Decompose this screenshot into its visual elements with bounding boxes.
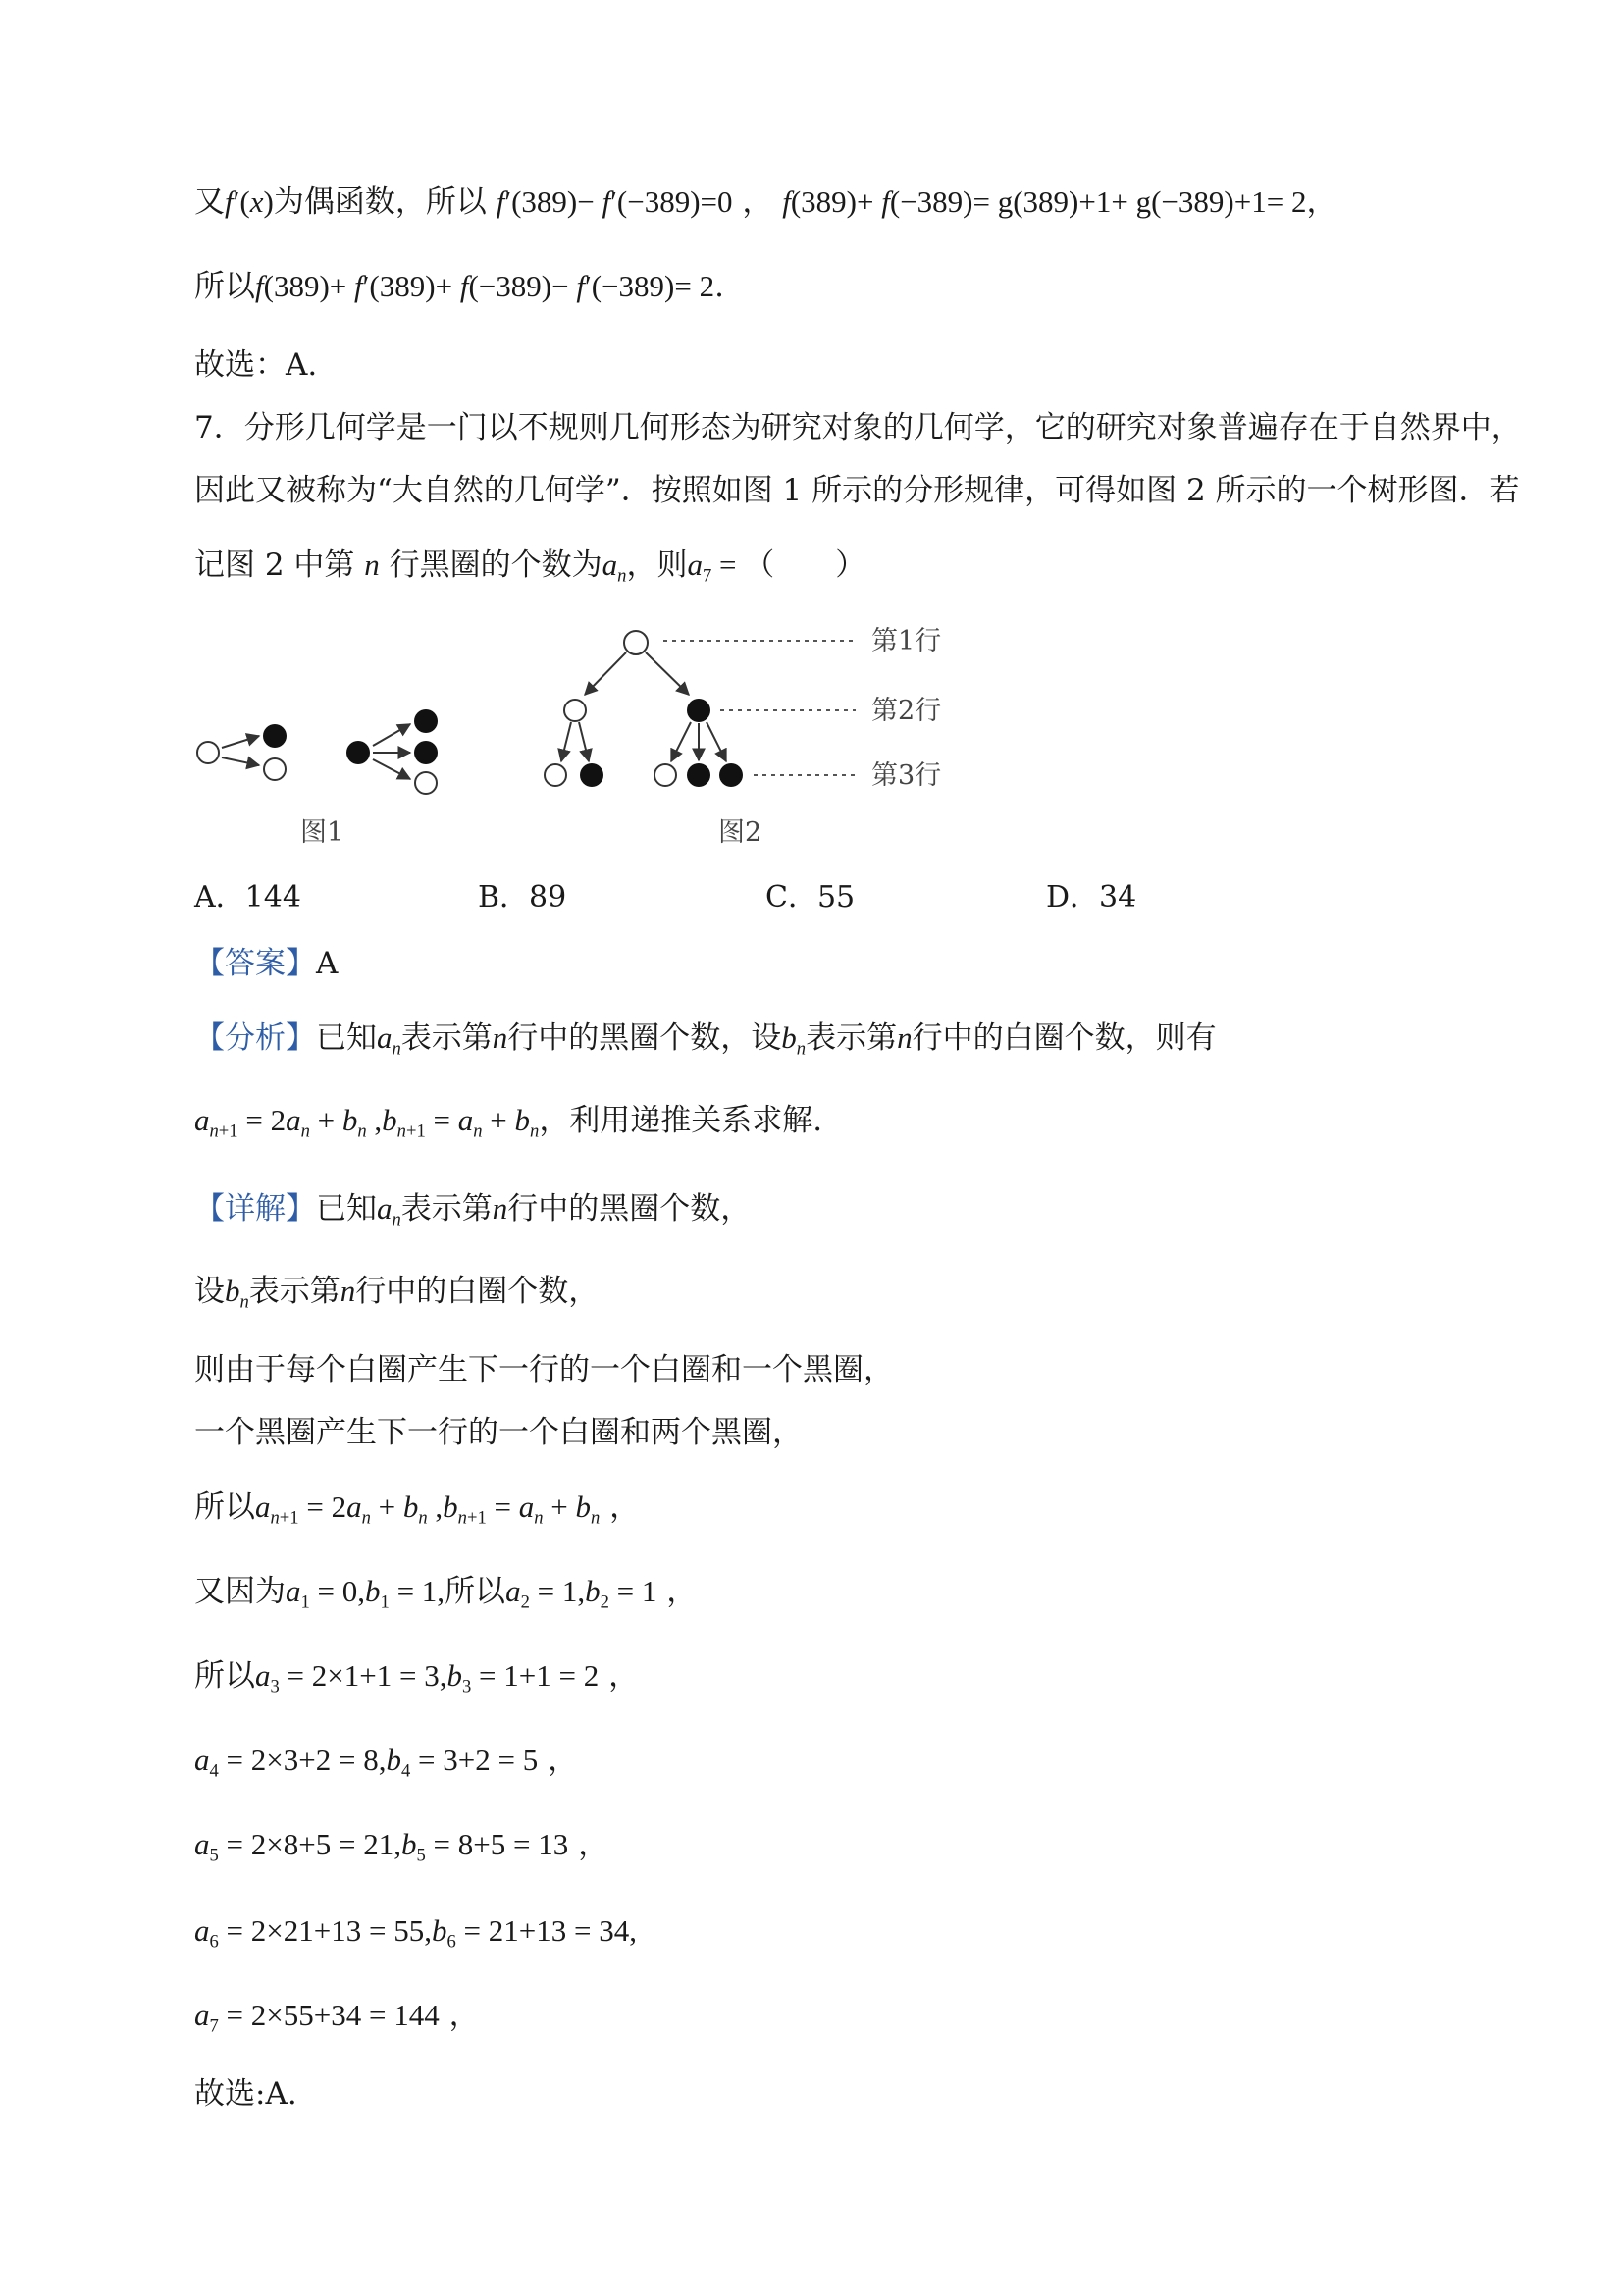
text-segment: 行中的白圈个数，则有 [912,1020,1217,1056]
detail-line-10 [194,1911,637,1951]
black-circle [346,741,370,764]
answer-line [194,944,338,983]
figure-1 [197,709,438,848]
detail-line-11: $a_7 = 2\times 55+34 = 144$ ， [194,1998,480,2037]
step-5-formula: $a_5 = 2\times 8+5 = 21,b_5 = 8+5 = 13$ [194,1827,569,1866]
equation-total: f(389)+ f′(389)+ f(−389)− f′(−389)= 2 [255,269,715,303]
text-segment: （ ） [744,548,866,583]
choice-line-1: 故选：A. [194,347,318,383]
step-4-formula: $a_4 = 2\times 3+2 = 8,b_4 = 3+2 = 5$ [194,1743,539,1782]
text-segment: 所以 [194,1489,255,1525]
white-circle [545,764,566,786]
figure-2 [545,626,941,848]
figure-2-caption: 图2 [718,817,762,848]
proof-line-1: 又f′(x)为偶函数，所以 f′(389)− f′(−389)=0 ， f(389)+ f(−389)= g(389)+1+ g(−389)+1= 2， [194,184,1337,220]
detail-line-1: 【详解】已知$a_n$表示第n行中的黑圈个数， [194,1191,752,1230]
detail-line-4: 一个黑圈产生下一行的一个白圈和两个黑圈， [194,1415,803,1450]
white-circle [564,700,586,721]
recurrence-formula: $a_{n+1} = 2a_n + b_n$ $,b_{n+1} = a_n + b_n$ [255,1489,601,1529]
final-choice: 故选:A. [194,2076,297,2112]
detail-line-6: 又因为$a_1 = 0,b_1 = 1$,所以$a_2 = 1,b_2 = 1$ ， [194,1574,698,1613]
detail-line-3: 则由于每个白圈产生下一行的一个白圈和一个黑圈， [194,1352,894,1387]
step-6-formula: $a_6 = 2\times 21+13 = 55,b_6 = 21+13 = 34$, [194,1913,637,1953]
answer-tag: 【答案】 [194,946,316,981]
text-segment: 表示第 [400,1191,493,1226]
black-circle [687,699,710,722]
step-3-formula: $a_3 = 2\times 1+1 = 3,b_3 = 1+1 = 2$ [255,1658,600,1697]
choice-c: C．55 [765,880,856,914]
text-segment: ，利用递推关系求解. [539,1103,823,1138]
choice-a: A．144 [194,880,301,914]
figure-1-caption: 图1 [300,817,344,848]
white-circle [415,772,437,794]
text-segment: 设 [194,1274,225,1309]
white-circle [264,758,286,780]
detail-line-9: $a_5 = 2\times 8+5 = 21,b_5 = 8+5 = 13$ ， [194,1827,609,1866]
black-circle [263,724,287,748]
black-circle [414,709,438,733]
equation-fprime-pair: f′(389)− f′(−389)=0 [496,184,733,219]
choice-d: D．34 [1046,880,1137,914]
text-segment: 记图 2 中第 [194,548,355,583]
analysis-line-2 [194,1101,822,1140]
text-segment: 表示第 [400,1020,493,1056]
black-circle [687,763,710,787]
text-segment: 又 [194,184,225,220]
text-segment: 行中的黑圈个数， [507,1191,752,1226]
white-circle [654,764,676,786]
text-segment: 为偶函数，所以 [273,184,487,220]
black-circle [580,763,603,787]
detail-line-2: 设$b_n$表示第n行中的白圈个数， [194,1274,600,1313]
white-circle [624,631,648,654]
proof-line-2: 所以f(389)+ f′(389)+ f(−389)− f′(−389)= 2. [194,269,724,304]
text-segment: 表示第 [248,1274,340,1309]
text-segment: 行中的白圈个数， [355,1274,600,1309]
black-circle [719,763,743,787]
question-line-3: 记图 2 中第 n 行黑圈的个数为$a_n$，则$a_7$ = （ ） [194,548,866,587]
text-segment: 所以 [445,1574,506,1609]
white-circle [197,742,219,763]
row-3-label: 第3行 [871,760,942,791]
recurrence-formula: $a_{n+1} = 2a_n + b_n$ $,b_{n+1} = a_n + b_n$ [194,1103,540,1142]
step-7-formula: $a_7 = 2\times 55+34 = 144$ [194,1998,440,2037]
detail-line-8: $a_4 = 2\times 3+2 = 8,b_4 = 3+2 = 5$ ， [194,1743,579,1782]
text-segment: 已知 [316,1191,377,1226]
analysis-tag: 【分析】 [194,1020,316,1056]
detail-line-5: 所以$a_{n+1} = 2a_n + b_n$ $,b_{n+1} = a_n + b_n$ ， [194,1489,641,1529]
question-line-2: 因此又被称为“大自然的几何学”．按照如图 1 所示的分形规律，可得如图 2 所示的一个树形图．若 [194,473,1520,508]
equation-sum-pair: f(389)+ f(−389)= g(389)+1+ g(−389)+1= 2 [782,184,1307,219]
row-1-label: 第1行 [871,626,942,656]
question-line-1: 7．分形几何学是一门以不规则几何形态为研究对象的几何学，它的研究对象普遍存在于自然界中， [194,410,1522,445]
detail-line-7: 所以$a_3 = 2\times 1+1 = 3,b_3 = 1+1 = 2$ ， [194,1658,640,1697]
text-segment: 又因为 [194,1574,286,1609]
detail-tag: 【详解】 [194,1191,316,1226]
choice-b: B．89 [478,880,567,914]
answer-value: A [316,946,339,981]
text-segment: 已知 [316,1020,377,1056]
black-circle [414,741,438,764]
text-segment: 所以 [194,1658,255,1694]
row-2-label: 第2行 [871,696,942,726]
text-segment: 表示第 [806,1020,898,1056]
analysis-line-1: 【分析】已知$a_n$表示第n行中的黑圈个数，设$b_n$表示第n行中的白圈个数，则有 [194,1020,1217,1060]
text-segment: 行黑圈的个数为 [389,548,602,583]
text-segment: 所以 [194,269,255,304]
text-segment: 行中的黑圈个数，设 [507,1020,782,1056]
text-segment: ，则 [626,548,688,583]
